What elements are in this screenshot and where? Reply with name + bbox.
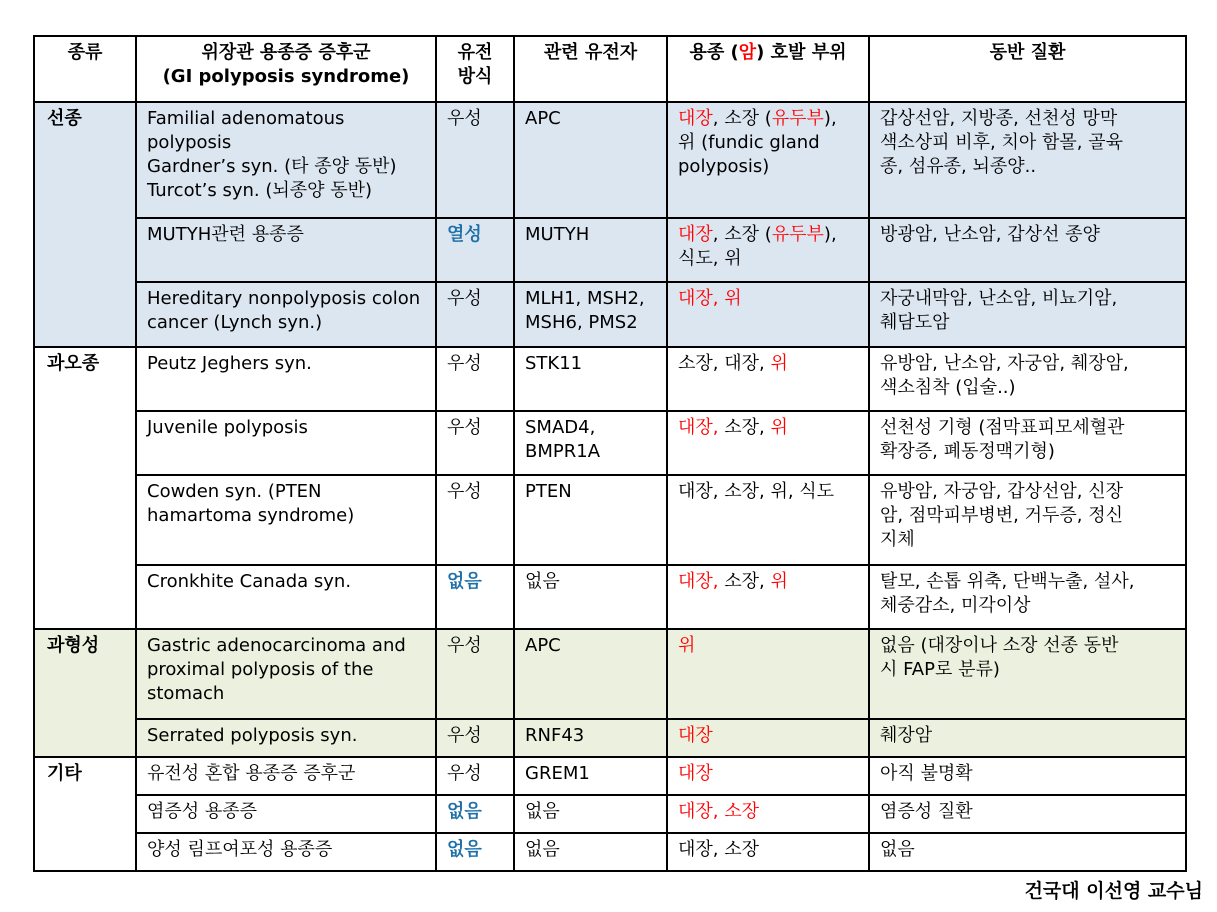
inheritance-cell: 우성 [436,475,514,565]
disease-cell [869,475,1186,565]
syndrome-name: hamartoma syndrome) [147,505,355,526]
syndrome-cell: 염증성 용종증 [136,795,436,833]
site-cell: 대장, 소장 [667,795,869,833]
syndrome-variant: Gardner’s syn. (타 종양 동반) [147,156,397,177]
disease-cell [869,282,1186,347]
table-row [34,102,1186,218]
gene-text: MLH1, MSH2, [525,288,645,309]
gene-cell: APC [514,629,667,719]
header-syndrome-ko: 위장관 용종증 증후군 [201,42,371,63]
disease-text: 선천성 기형 (점막표피모세혈관 [880,417,1125,438]
disease-text: 유방암, 자궁암, 갑상선암, 신장 [880,481,1123,502]
inheritance-cell: 우성 [436,102,514,218]
header-site [667,36,869,102]
disease-cell: 방광암, 난소암, 갑상선 종양 [869,218,1186,282]
site-text: 소장, 대장, [678,353,771,374]
site-red: 위 [770,353,788,374]
site-red: 대장 [678,108,713,129]
syndrome-name: polyposis [147,132,232,153]
table-row [34,411,1186,475]
site-text: 위 (fundic gland [678,132,820,153]
table-row [34,833,1186,871]
site-cell [667,565,869,629]
gene-cell: GREM1 [514,757,667,795]
gene-cell [514,282,667,347]
inheritance-cell: 우성 [436,282,514,347]
gene-cell: MUTYH [514,218,667,282]
syndrome-variant: Turcot’s syn. (뇌종양 동반) [147,180,373,201]
table-row [34,347,1186,411]
disease-text: 암, 점막피부병변, 거두증, 정신 [880,505,1123,526]
disease-text: 확장증, 폐동정맥기형) [880,441,1055,462]
syndrome-cell [136,102,436,218]
table-row [34,282,1186,347]
header-inheritance [436,36,514,102]
inheritance-recessive: 열성 [447,224,482,245]
site-cell: 대장, 소장 [667,833,869,871]
header-site-pre: 용종 ( [689,42,739,63]
site-red: 대장 [678,224,713,245]
site-red: 유두부 [771,224,824,245]
header-genes: 관련 유전자 [514,36,667,102]
inheritance-none: 없음 [447,801,482,822]
inheritance-cell: 우성 [436,629,514,719]
site-text: , 소장 ( [712,108,772,129]
inheritance-cell [436,795,514,833]
disease-text: 없음 (대장이나 소장 선종 동반 [880,635,1119,656]
header-syndrome [136,36,436,102]
table-row [34,757,1186,795]
site-cell: 대장 [667,757,869,795]
table-row [34,795,1186,833]
disease-text: 갑상선암, 지방종, 선천성 망막 [880,108,1118,129]
inheritance-cell: 우성 [436,411,514,475]
site-text: ), [823,224,837,245]
table-row [34,475,1186,565]
header-disease: 동반 질환 [869,36,1186,102]
site-cell [667,347,869,411]
header-site-cancer: 암 [738,42,757,63]
syndrome-cell: Peutz Jeghers syn. [136,347,436,411]
table-row [34,719,1186,757]
site-text: 소장, [718,417,771,438]
disease-cell [869,565,1186,629]
group-hamartoma: 과오종 [34,347,136,629]
gene-text: MSH6, PMS2 [525,312,638,333]
disease-text: 췌담도암 [880,312,950,333]
syndrome-name: Hereditary nonpolyposis colon [147,288,421,309]
group-other: 기타 [34,757,136,871]
table-row [34,565,1186,629]
syndrome-cell: 양성 림프여포성 용종증 [136,833,436,871]
syndrome-cell: Juvenile polyposis [136,411,436,475]
header-site-post: ) 호발 부위 [756,42,847,63]
group-adenoma: 선종 [34,102,136,347]
disease-cell: 염증성 질환 [869,795,1186,833]
syndrome-cell [136,282,436,347]
header-syndrome-en: (GI polyposis syndrome) [162,66,410,87]
syndrome-cell: MUTYH관련 용종증 [136,218,436,282]
syndrome-name: Cowden syn. (PTEN [147,481,322,502]
syndrome-name: proximal polyposis of the [147,659,374,680]
table-row [34,629,1186,719]
inheritance-cell: 우성 [436,757,514,795]
syndrome-name: stomach [147,683,225,704]
syndrome-cell [136,629,436,719]
gene-text: BMPR1A [525,441,601,462]
disease-text: 유방암, 난소암, 자궁암, 췌장암, [880,353,1129,374]
disease-text: 색소침착 (입술..) [880,377,1016,398]
syndrome-cell: Serrated polyposis syn. [136,719,436,757]
disease-text: 색소상피 비후, 치아 함몰, 골육 [880,132,1123,153]
disease-text: 자궁내막암, 난소암, 비뇨기암, [880,288,1118,309]
disease-cell: 아직 불명확 [869,757,1186,795]
site-cell [667,411,869,475]
inheritance-cell [436,218,514,282]
header-type: 종류 [34,36,136,102]
site-text: , 소장 ( [712,224,772,245]
syndrome-name: Gastric adenocarcinoma and [147,635,406,656]
gene-cell: PTEN [514,475,667,565]
disease-cell: 없음 [869,833,1186,871]
site-cell: 대장 [667,719,869,757]
disease-cell [869,347,1186,411]
site-cell: 대장, 위 [667,282,869,347]
gene-cell [514,411,667,475]
header-row [34,36,1186,102]
table-row [34,218,1186,282]
disease-cell [869,411,1186,475]
inheritance-cell: 우성 [436,719,514,757]
syndrome-cell: Cronkhite Canada syn. [136,565,436,629]
site-red: 위 [770,417,788,438]
inheritance-none: 없음 [447,839,482,860]
disease-cell [869,102,1186,218]
disease-text: 지체 [880,529,915,550]
disease-text: 종, 섬유종, 뇌종양.. [880,156,1037,177]
gene-cell: RNF43 [514,719,667,757]
site-cell: 대장, 소장, 위, 식도 [667,475,869,565]
syndrome-name: cancer (Lynch syn.) [147,312,323,333]
site-cell [667,218,869,282]
gene-text: SMAD4, [525,417,596,438]
site-red: 위 [770,571,788,592]
disease-text: 체중감소, 미각이상 [880,595,1031,616]
site-cell: 위 [667,629,869,719]
disease-text: 시 FAP로 분류) [880,659,1000,680]
gene-cell: 없음 [514,565,667,629]
gene-cell: APC [514,102,667,218]
header-inheritance-2: 방식 [457,66,493,87]
inheritance-cell [436,833,514,871]
site-text: 식도, 위 [678,248,742,269]
polyposis-table [33,35,1187,872]
credit-text: 건국대 이선영 교수님 [1024,880,1203,902]
syndrome-cell [136,475,436,565]
gene-cell: 없음 [514,795,667,833]
inheritance-cell: 우성 [436,347,514,411]
site-text: polyposis) [678,156,770,177]
inheritance-cell [436,565,514,629]
site-cell [667,102,869,218]
gene-cell: 없음 [514,833,667,871]
syndrome-cell: 유전성 혼합 용종증 증후군 [136,757,436,795]
site-text: ), [823,108,837,129]
site-red: 대장, [678,417,719,438]
gene-cell: STK11 [514,347,667,411]
disease-cell [869,629,1186,719]
site-text: 소장, [718,571,771,592]
header-inheritance-1: 유전 [457,42,493,63]
inheritance-none: 없음 [447,571,482,592]
site-red: 유두부 [771,108,824,129]
syndrome-name: Familial adenomatous [147,108,345,129]
disease-text: 탈모, 손톱 위축, 단백누출, 설사, [880,571,1135,592]
site-red: 대장, [678,571,719,592]
group-hyperplastic: 과형성 [34,629,136,757]
disease-cell: 췌장암 [869,719,1186,757]
